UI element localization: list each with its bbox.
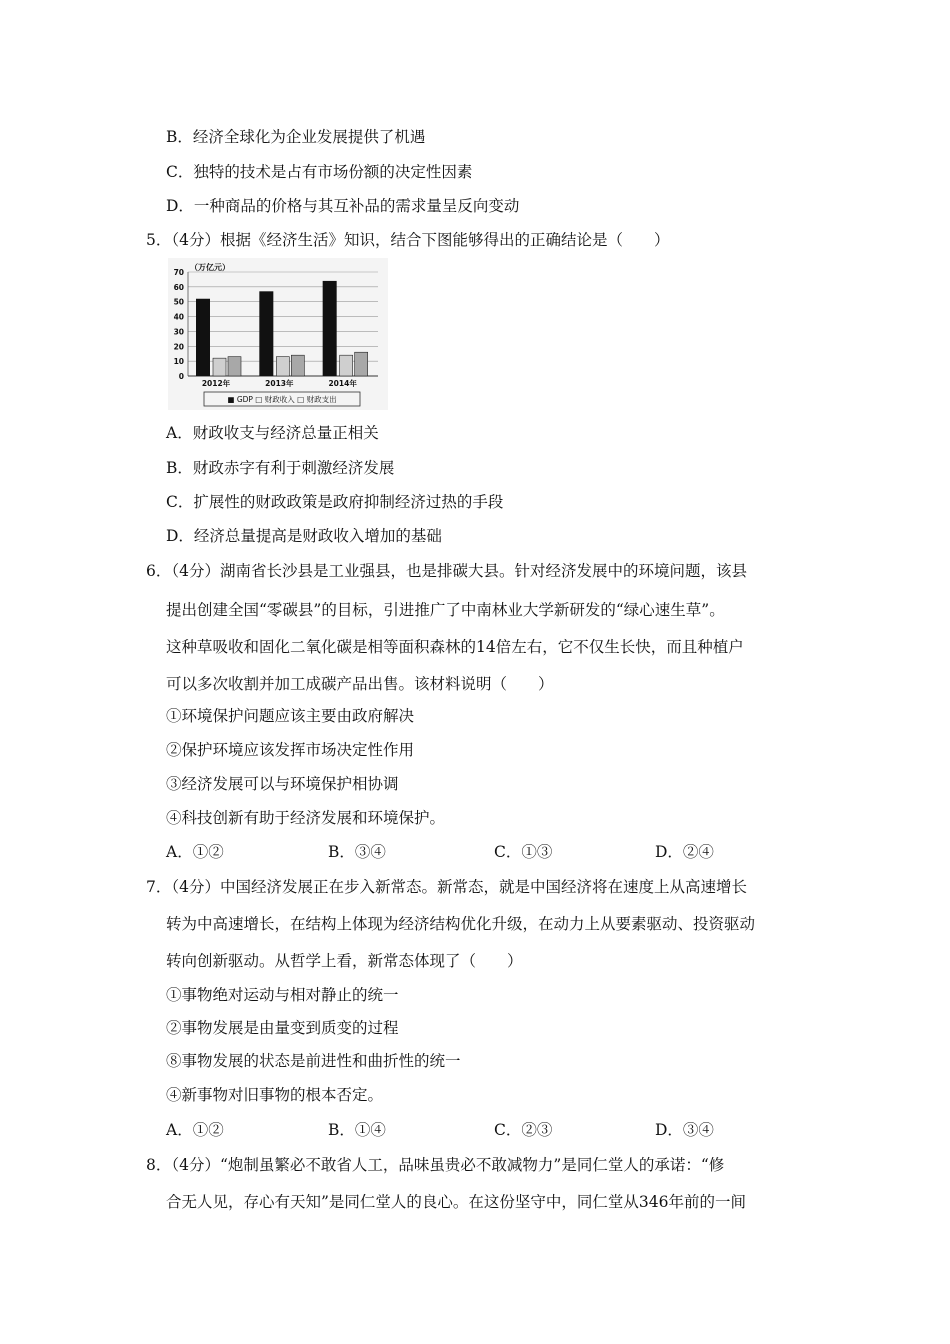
chart-bar-财政支出 xyxy=(228,357,241,376)
q6-stem-line-4: 可以多次收割并加工成碳产品出售。该材料说明（ ） xyxy=(166,675,554,693)
chart-bar-GDP xyxy=(323,281,337,376)
fiscal-gdp-bar-chart xyxy=(168,258,388,410)
q7-choice-a: A．①② xyxy=(166,1121,224,1139)
q7-stem-line-1: 7．（4分）中国经济发展正在步入新常态。新常态，就是中国经济将在速度上从高速增长 xyxy=(146,878,747,896)
chart-y-tick-label: 50 xyxy=(173,297,184,307)
q6-item-1: ①环境保护问题应该主要由政府解决 xyxy=(166,707,415,725)
q6-stem-line-2: 提出创建全国“零碳县”的目标，引进推广了中南林业大学新研发的“绿心速生草”。 xyxy=(166,601,725,619)
chart-bar-财政收入 xyxy=(276,357,289,376)
q5-option-c: C．扩展性的财政政策是政府抑制经济过热的手段 xyxy=(166,493,504,511)
q6-item-4: ④科技创新有助于经济发展和环境保护。 xyxy=(166,809,446,827)
q7-choice-b: B．①④ xyxy=(328,1121,386,1139)
q7-stem-line-2: 转为中高速增长，在结构上体现为经济结构优化升级，在动力上从要素驱动、投资驱动 xyxy=(166,915,756,933)
q6-choice-b: B．③④ xyxy=(328,843,386,861)
chart-bar-GDP xyxy=(259,291,273,376)
chart-x-tick-label: 2012年 xyxy=(201,379,231,388)
q6-item-3: ③经济发展可以与环境保护相协调 xyxy=(166,775,399,793)
q6-choice-a: A．①② xyxy=(166,843,224,861)
q7-item-4: ④新事物对旧事物的根本否定。 xyxy=(166,1086,384,1104)
chart-unit-label: （万亿元） xyxy=(190,263,230,272)
chart-y-tick-label: 70 xyxy=(173,268,184,277)
q5-option-d: D．经济总量提高是财政收入增加的基础 xyxy=(166,527,442,545)
q6-item-2: ②保护环境应该发挥市场决定性作用 xyxy=(166,741,415,759)
q5-option-b: B．财政赤字有利于刺激经济发展 xyxy=(166,459,395,477)
q6-stem-line-1: 6．（4分）湖南省长沙县是工业强县，也是排碳大县。针对经济发展中的环境问题，该县 xyxy=(146,562,747,580)
chart-bar-财政收入 xyxy=(340,355,353,376)
q6-stem-line-3: 这种草吸收和固化二氧化碳是相等面积森林的14倍左右，它不仅生长快，而且种植户 xyxy=(166,638,744,656)
chart-bar-财政支出 xyxy=(355,352,368,376)
q4-option-d: D．一种商品的价格与其互补品的需求量呈反向变动 xyxy=(166,197,520,215)
chart-y-tick-label: 10 xyxy=(173,357,184,367)
q6-choice-c: C．①③ xyxy=(494,843,553,861)
q5-stem: 5．（4分）根据《经济生活》知识，结合下图能够得出的正确结论是（ ） xyxy=(146,231,670,249)
q7-choice-d: D．③④ xyxy=(655,1121,714,1139)
chart-bar-财政收入 xyxy=(213,358,226,376)
q7-item-1: ①事物绝对运动与相对静止的统一 xyxy=(166,986,399,1004)
q7-item-2: ②事物发展是由量变到质变的过程 xyxy=(166,1019,399,1037)
chart-x-tick-label: 2013年 xyxy=(265,379,294,388)
q6-choice-d: D．②④ xyxy=(655,843,714,861)
chart-legend: ■ GDP □ 财政收入 □ 财政支出 xyxy=(227,395,337,404)
chart-y-tick-label: 40 xyxy=(173,312,184,322)
chart-bar-GDP xyxy=(196,299,210,376)
chart-y-tick-label: 30 xyxy=(173,327,184,337)
q7-choice-c: C．②③ xyxy=(494,1121,553,1139)
q5-option-a: A．财政收支与经济总量正相关 xyxy=(166,424,379,442)
q8-stem-line-2: 合无人见，存心有天知”是同仁堂人的良心。在这份坚守中，同仁堂从346年前的一间 xyxy=(166,1193,747,1211)
q8-stem-line-1: 8．（4分）“炮制虽繁必不敢省人工，品味虽贵必不敢减物力”是同仁堂人的承诺：“修 xyxy=(146,1156,725,1174)
chart-x-tick-label: 2014年 xyxy=(328,379,357,388)
chart-y-tick-label: 60 xyxy=(173,282,184,292)
q4-option-c: C．独特的技术是占有市场份额的决定性因素 xyxy=(166,163,473,181)
q7-item-3: ⑧事物发展的状态是前进性和曲折性的统一 xyxy=(166,1052,461,1070)
q4-option-b: B．经济全球化为企业发展提供了机遇 xyxy=(166,128,426,146)
chart-y-tick-label: 0 xyxy=(178,372,184,381)
q7-stem-line-3: 转向创新驱动。从哲学上看，新常态体现了（ ） xyxy=(166,952,523,970)
chart-x-ticks xyxy=(202,378,358,388)
chart-bar-财政支出 xyxy=(291,355,304,376)
chart-y-tick-label: 20 xyxy=(173,342,184,352)
